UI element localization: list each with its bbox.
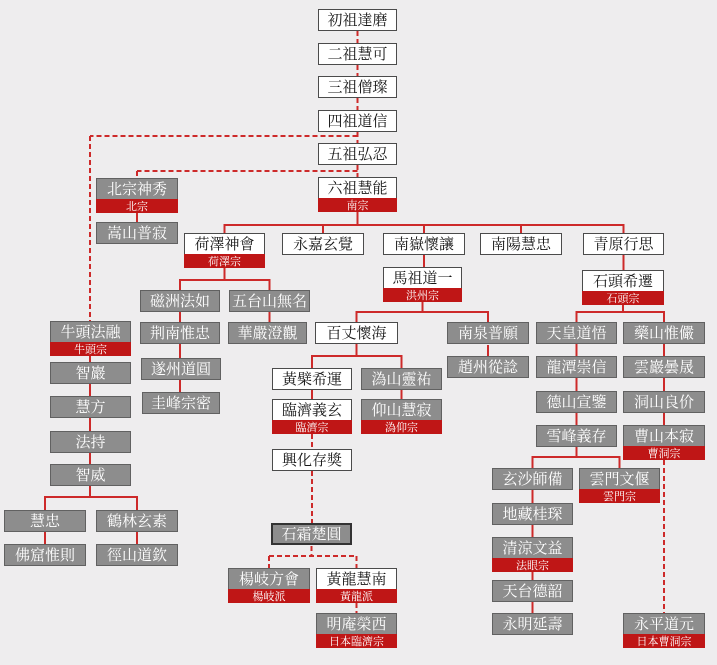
person-node-cizhoufaru [140,290,220,312]
person-name: 六祖慧能 [327,178,388,197]
person-node-damo [318,9,397,31]
person-node-yongjiaxuanjue [282,233,364,255]
person-name: 永平道元 [633,614,694,633]
person-node-zhiwei [50,464,131,486]
person-name: 五台山無名 [231,291,307,310]
sect-label-caoshanbenji: 曹洞宗 [623,446,705,460]
person-node-yongmingyanshou [492,613,573,635]
person-name: 徑山道欽 [106,545,167,564]
person-name: 黃龍慧南 [326,569,387,588]
person-name: 荷澤神會 [194,234,255,253]
person-name: 智威 [75,465,106,484]
person-name: 慧方 [75,397,106,416]
person-node-deshanxuanjian [536,391,617,413]
person-name: 龍潭崇信 [546,357,607,376]
person-name: 玄沙師備 [502,469,563,488]
person-node-hongren [318,143,397,165]
person-node-tiantaideshao [492,580,573,602]
person-name: 趙州從諗 [457,357,518,376]
person-name: 天皇道悟 [546,323,607,342]
person-name: 明庵榮西 [326,614,387,633]
person-name: 黃檗希運 [281,369,342,388]
person-node-yangqifanghui [228,568,310,590]
person-node-yunmenwenyan [579,468,660,490]
person-node-daoxin [318,110,397,132]
sect-label-yunmenwenyan: 雲門宗 [579,489,660,503]
sect-label-shitouxiqian: 石頭宗 [582,291,664,305]
sect-label-linjiyixuan: 臨濟宗 [272,420,352,434]
person-name: 楊岐方會 [238,569,299,588]
person-node-yunyantansheng [623,356,705,378]
person-node-weishanlingyou [361,368,442,390]
person-node-dizangguichen [492,503,573,525]
person-node-baizhanghuaihai [315,322,398,344]
person-node-huangboxiyun [272,368,352,390]
person-node-jingnanweizhong [140,322,220,344]
sect-label-yangqifanghui: 楊岐派 [228,589,310,603]
person-name: 藥山惟儼 [633,323,694,342]
person-name: 臨濟義玄 [281,400,342,419]
person-node-yangshanhuiji [361,399,442,421]
person-name: 雪峰義存 [546,426,607,445]
person-name: 荆南惟忠 [149,323,210,342]
person-name: 南嶽懷讓 [393,234,454,253]
person-name: 五祖弘忍 [327,144,388,163]
person-name: 鶴林玄素 [106,511,167,530]
person-node-qingliangwenyi [492,537,573,559]
person-node-huike [318,43,397,65]
person-node-dongshanliangjie [623,391,705,413]
person-name: 圭峰宗密 [150,393,211,412]
person-node-helinxuansu [96,510,178,532]
person-node-qingyuanxingsi [583,233,664,255]
person-node-mazudaoyi [383,267,462,289]
person-node-jingshandaoqin [96,544,178,566]
person-node-hezeshenhui [184,233,265,255]
person-name: 四祖道信 [327,111,388,130]
person-node-guifengzongmi [142,392,220,414]
person-node-huineng [318,177,397,199]
person-node-suizhoudaoyuan [141,358,221,380]
person-name: 南陽慧忠 [490,234,551,253]
person-node-nanyanghuizhong [480,233,562,255]
person-node-niutoufarong [50,321,131,343]
person-node-wutaishanwuming [229,290,310,312]
person-node-xinghuacunjiang [272,449,352,471]
person-name: 南泉普願 [457,323,518,342]
person-name: 雲巖曇晟 [633,357,694,376]
person-node-fokuweize [4,544,86,566]
person-node-fachi [50,431,131,453]
sect-label-qingliangwenyi: 法眼宗 [492,558,573,572]
person-name: 慧忠 [29,511,60,530]
person-name: 仰山慧寂 [371,400,432,419]
person-node-linjiyixuan [272,399,352,421]
person-name: 清涼文益 [502,538,563,557]
person-node-nanyuehuairang [383,233,465,255]
sect-label-mazudaoyi: 洪州宗 [383,288,462,302]
person-name: 洞山良价 [633,392,694,411]
sect-label-huanglonghuinan: 黃龍派 [316,589,397,603]
person-node-songshanpuji [96,222,178,244]
person-node-huizhong [4,510,86,532]
person-node-caoshanbenji [623,425,705,447]
person-name: 三祖僧璨 [327,77,388,96]
person-node-xuefengyicun [536,425,617,447]
person-name: 百丈懷海 [326,323,387,342]
person-node-xuanshashibei [492,468,573,490]
person-name: 興化存獎 [281,450,342,469]
person-name: 智巖 [75,363,106,382]
person-name: 法持 [75,432,106,451]
sect-label-huineng: 南宗 [318,198,397,212]
person-node-shishuangchuyuan [271,523,352,545]
person-name: 華嚴澄觀 [237,323,298,342]
person-name: 嵩山普寂 [106,223,167,242]
person-node-beizongshenxiu [96,178,178,200]
person-name: 石頭希遷 [592,271,653,290]
sect-label-hezeshenhui: 荷澤宗 [184,254,265,268]
person-node-yaoshanweiyan [623,322,705,344]
person-node-nanquanpuyuan [447,322,529,344]
person-name: 二祖慧可 [327,44,388,63]
sect-label-niutoufarong: 牛頭宗 [50,342,131,356]
person-name: 地藏桂琛 [502,504,563,523]
person-name: 牛頭法融 [60,322,121,341]
person-node-minganrongxi [316,613,397,635]
sect-label-yangshanhuiji: 溈仰宗 [361,420,442,434]
person-name: 雲門文偃 [589,469,650,488]
person-node-yongpingdaoyuan [623,613,705,635]
person-node-huanglonghuinan [316,568,397,590]
person-name: 德山宣鑒 [546,392,607,411]
person-node-sengcan [318,76,397,98]
person-name: 磁洲法如 [149,291,210,310]
person-name: 遂州道圓 [150,359,211,378]
person-node-huayanchengguan [228,322,307,344]
person-name: 佛窟惟則 [14,545,75,564]
person-name: 馬祖道一 [392,268,453,287]
person-name: 初祖達磨 [327,10,388,29]
sect-label-yongpingdaoyuan: 日本曹洞宗 [623,634,705,648]
person-node-zhaozhoucongshen [447,356,529,378]
person-node-zhiyan [50,362,131,384]
person-name: 永嘉玄覺 [292,234,353,253]
person-name: 北宗神秀 [106,179,167,198]
sect-label-beizongshenxiu: 北宗 [96,199,178,213]
person-node-tianhuangdaowu [536,322,617,344]
person-name: 青原行思 [593,234,654,253]
person-node-huifang [50,396,131,418]
person-name: 永明延壽 [502,614,563,633]
sect-label-minganrongxi: 日本臨濟宗 [316,634,397,648]
person-name: 溈山靈祐 [371,369,432,388]
person-name: 曹山本寂 [633,426,694,445]
person-node-longtanchongxin [536,356,617,378]
person-name: 天台德韶 [502,581,563,600]
person-name: 石霜楚圓 [281,524,342,543]
person-node-shitouxiqian [582,270,664,292]
